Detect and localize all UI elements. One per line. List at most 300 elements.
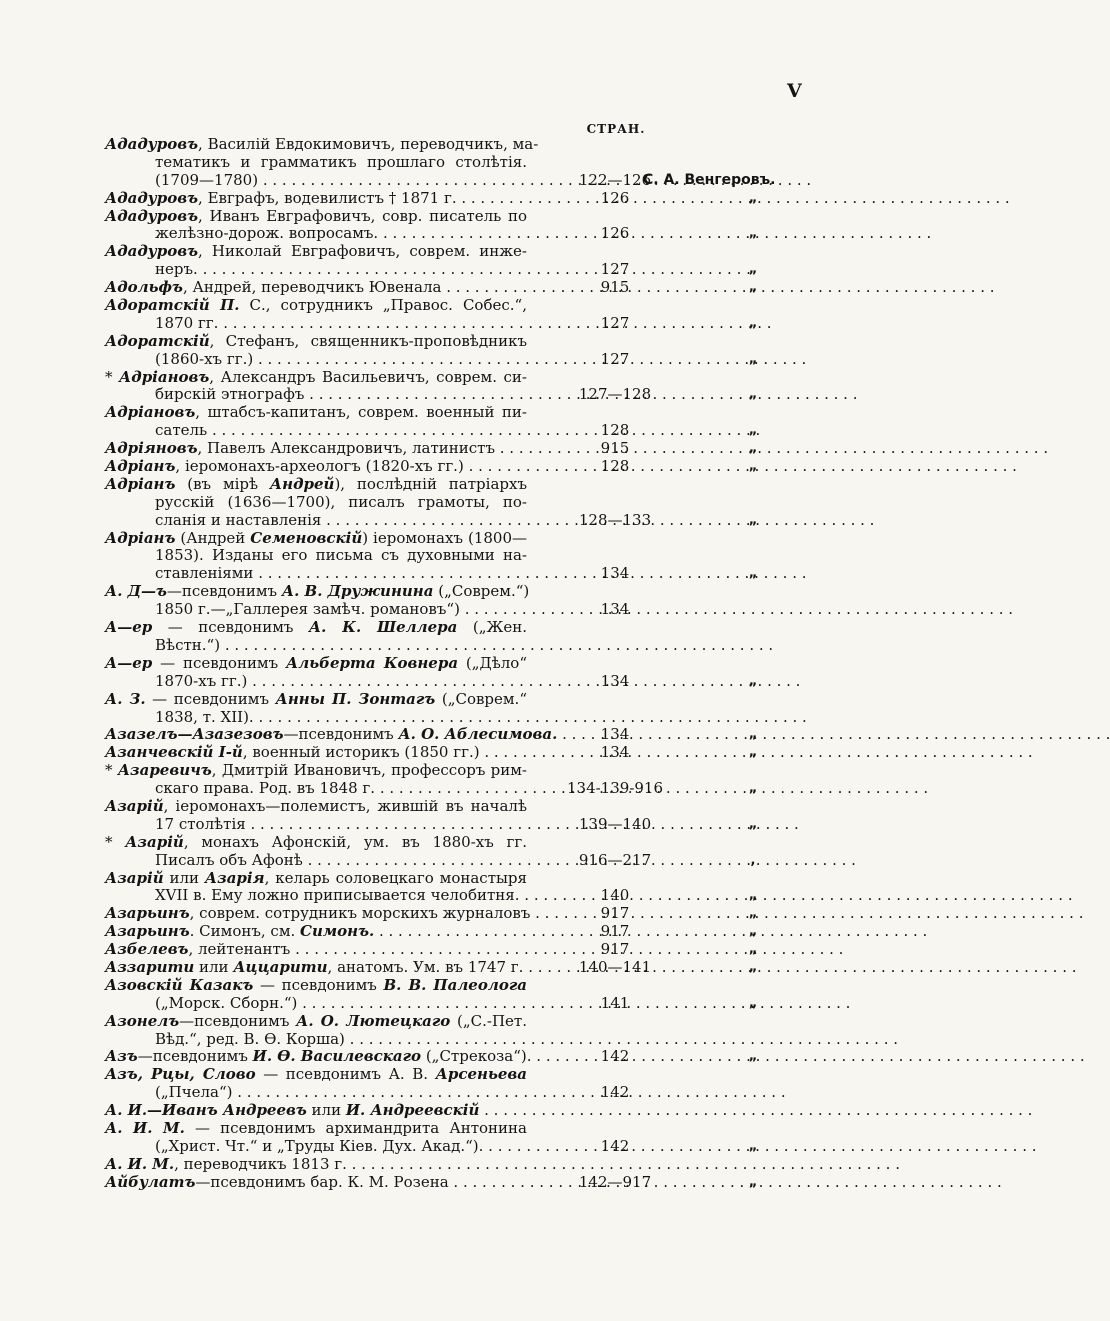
entry-text <box>105 279 527 297</box>
entry-name-italic: Адольфъ <box>105 278 183 297</box>
entry-line <box>0 530 913 548</box>
entry-text <box>105 762 527 780</box>
entry-line <box>0 726 913 744</box>
entry-text-segment: („Стрекоза“). <box>421 1047 532 1066</box>
entry-author: „ <box>748 924 758 940</box>
entry-text-segment: сланія и наставленія <box>155 510 322 529</box>
entry-text-segment: Вѣд.“, ред. В. Ѳ. Корша) <box>155 1029 345 1048</box>
entry-name-italic: Ададуровъ <box>105 206 199 225</box>
entry-text <box>155 887 527 905</box>
entry-name-italic: А—ер <box>105 618 153 637</box>
entry-pages: 140—141 <box>578 957 652 976</box>
entry-text <box>105 582 530 601</box>
entry-author: „ <box>748 942 758 958</box>
entry-name-italic: А. О. Лютецкаго <box>296 1011 451 1030</box>
index-entry <box>0 243 913 279</box>
entry-line <box>0 1120 913 1138</box>
entry-author: „ <box>748 906 758 922</box>
entry-name-italic: А. И. М. <box>105 1118 185 1137</box>
entry-pages: 128—133 <box>578 510 652 529</box>
entry-text <box>105 1174 527 1192</box>
entry-text <box>105 208 527 226</box>
index-entry <box>0 655 913 691</box>
entry-name-italic: Симонъ. <box>300 922 375 941</box>
index-entry <box>0 834 913 870</box>
index-entry <box>0 297 913 333</box>
entry-line <box>0 887 913 905</box>
entry-text-segment: , Евграфъ, водевилистъ † 1871 г. <box>198 188 457 207</box>
entry-line <box>0 243 913 261</box>
entry-pages: 141 <box>600 993 630 1012</box>
entry-line <box>0 673 913 691</box>
entry-line <box>0 709 913 727</box>
entry-text-segment: , Павелъ Александровичъ, латинистъ <box>197 439 495 458</box>
index-entry <box>0 726 913 744</box>
entry-name-italic: Ададуровъ <box>105 242 199 261</box>
entry-text <box>105 1102 527 1120</box>
entry-text <box>155 422 527 440</box>
entry-line <box>0 619 913 637</box>
index-entry <box>0 583 913 619</box>
entry-line <box>0 458 913 476</box>
entry-pages: 127 <box>600 260 630 279</box>
index-entry <box>0 458 913 476</box>
entry-text <box>105 369 527 387</box>
entry-name-italic: А—ер <box>105 653 153 672</box>
entry-text <box>155 637 527 655</box>
entry-author: „ <box>748 441 758 457</box>
entry-text-segment: — псевдонимъ <box>152 618 309 637</box>
index-entry <box>0 977 913 1013</box>
entry-name-italic: А. О. Аблесимова. <box>398 725 558 744</box>
entry-text <box>155 512 527 530</box>
entry-text-segment: , Александръ Васильевичъ, соврем. си- <box>209 367 527 386</box>
entry-text <box>105 744 527 762</box>
index-entry <box>0 369 913 405</box>
entry-line <box>0 852 913 870</box>
entry-pages: 126 <box>600 224 630 243</box>
entry-author: „ <box>748 1138 758 1154</box>
entry-author: „ <box>748 512 758 528</box>
entry-text-segment: , іеромонахъ—полемистъ, жившій въ началѣ <box>163 796 527 815</box>
pages-column-header: СТРАН. <box>586 122 646 136</box>
entry-name-italic: Адріановъ <box>119 367 210 386</box>
entry-line <box>0 333 913 351</box>
entry-name-italic: Аззарити <box>105 957 195 976</box>
entry-text <box>105 959 527 977</box>
entry-line <box>0 512 913 530</box>
entry-text <box>155 386 527 404</box>
entry-name-italic: А. И. М. <box>105 1154 175 1173</box>
index-entry <box>0 870 913 906</box>
entry-name-italic: И. Андреевскій <box>345 1101 480 1120</box>
entry-text <box>155 494 527 512</box>
entry-text <box>155 1084 527 1102</box>
entry-name-italic: Адоратскій <box>105 331 210 350</box>
entry-pages: 917 <box>600 904 630 923</box>
index-entry <box>0 762 913 798</box>
entry-author: „ <box>748 423 758 439</box>
entry-line <box>0 136 913 154</box>
entry-text <box>155 225 527 243</box>
entry-text <box>105 530 527 548</box>
entry-text <box>105 1120 527 1138</box>
index-entry <box>0 1174 913 1192</box>
entry-text-segment: (Андрей <box>175 528 251 547</box>
entry-line <box>0 655 913 673</box>
entry-name-italic: А. З. <box>105 689 146 708</box>
entry-text-segment: * <box>105 367 120 386</box>
entry-line <box>0 637 913 655</box>
entry-text-segment: , лейтенантъ <box>188 940 291 959</box>
entry-text-segment: * <box>105 832 126 851</box>
entry-text-segment: („Соврем.“) <box>433 582 530 601</box>
entry-text <box>155 852 527 870</box>
index-entries <box>0 136 913 1192</box>
entry-text <box>155 565 527 583</box>
entry-line <box>0 780 913 798</box>
entry-line <box>0 1048 913 1066</box>
index-entry <box>0 440 913 458</box>
entry-text <box>105 190 527 208</box>
entry-author: „ <box>748 727 758 743</box>
entry-text <box>105 798 527 816</box>
entry-author: „ <box>748 745 758 761</box>
entry-author: „ <box>748 226 758 242</box>
index-entry <box>0 941 913 959</box>
entry-line <box>0 744 913 762</box>
entry-text <box>155 601 527 619</box>
entry-name-italic: Ададуровъ <box>105 135 199 153</box>
entry-line <box>0 583 913 601</box>
entry-text <box>155 1138 527 1156</box>
entry-text-segment: Вѣстн.“) <box>155 635 221 654</box>
entry-text-segment: , штабсъ-капитанъ, соврем. военный пи- <box>195 403 527 422</box>
entry-text-segment: , Иванъ Евграфовичъ, совр. писатель по <box>198 206 527 225</box>
entry-text-segment: * <box>105 761 118 780</box>
entry-line <box>0 440 913 458</box>
entry-name-italic: Азарьинъ <box>105 922 190 941</box>
entry-text-segment: , анатомъ. Ум. въ 1747 г. <box>327 957 524 976</box>
entry-line <box>0 1084 913 1102</box>
entry-pages: 142 <box>600 1047 630 1066</box>
index-entry <box>0 744 913 762</box>
index-entry <box>0 691 913 727</box>
entry-text <box>105 1013 527 1031</box>
index-entry <box>0 476 913 530</box>
entry-text <box>155 172 527 190</box>
entry-author: „ <box>748 1174 758 1190</box>
entry-line <box>0 941 913 959</box>
entry-author: „ <box>748 816 758 832</box>
index-entry <box>0 530 913 584</box>
entry-name-italic: Азанчевскій I-й <box>105 743 243 762</box>
entry-author: „ <box>748 781 758 797</box>
entry-name-italic: И. Ѳ. Василевскаго <box>252 1047 422 1066</box>
entry-name-italic: Адріанъ <box>105 474 176 493</box>
entry-text-segment: или <box>163 868 205 887</box>
entry-author: „ <box>748 280 758 296</box>
entry-line <box>0 351 913 369</box>
entry-text <box>105 476 527 494</box>
entry-text-segment: 1838, т. XII). <box>155 707 254 726</box>
entry-name-italic: Семеновскій <box>250 528 363 547</box>
entry-line <box>0 798 913 816</box>
index-entry <box>0 1048 913 1066</box>
index-entry <box>0 190 913 208</box>
entry-text-segment: —псевдонимъ бар. К. М. Розена <box>195 1172 449 1191</box>
entry-author: „ <box>748 459 758 475</box>
entry-name-italic: Азарій <box>125 832 184 851</box>
entry-name-italic: Азазелъ—Азазезовъ <box>105 725 284 744</box>
entry-text-segment: сатель <box>155 421 208 440</box>
entry-text <box>105 725 558 744</box>
entry-text-segment: С., сотрудникъ „Правос. Собес.“, <box>239 296 527 315</box>
entry-author: „ <box>748 888 758 904</box>
entry-text-segment: („С.-Пет. <box>450 1011 527 1030</box>
entry-name-italic: А. Д—ъ <box>105 582 167 601</box>
index-entry <box>0 798 913 834</box>
entry-text-segment: русскій (1636—1700), писалъ грамоты, по- <box>155 492 527 511</box>
entry-text-segment: , іеромонахъ-археологъ (1820-хъ гг.) <box>175 457 464 476</box>
entry-pages: 127—128 <box>578 385 652 404</box>
index-entry <box>0 208 913 244</box>
entry-text-segment: —псевдонимъ <box>137 1047 253 1066</box>
entry-text-segment: , переводчикъ 1813 г. <box>174 1154 347 1173</box>
entry-name-italic: Альберта Ковнера <box>286 653 459 672</box>
entry-text <box>155 154 527 172</box>
entry-text-segment: неръ. <box>155 260 198 279</box>
entry-name-italic: Азарія <box>204 868 265 887</box>
entry-text <box>155 673 527 691</box>
entry-name-italic: Адріанъ <box>105 457 176 476</box>
entry-line <box>0 1102 913 1120</box>
entry-text <box>155 816 527 834</box>
page-number: V <box>787 80 802 102</box>
entry-line <box>0 1013 913 1031</box>
entry-pages: 134 <box>600 671 630 690</box>
entry-name-italic: Ададуровъ <box>105 188 199 207</box>
entry-pages: 134-139-916 <box>566 779 664 798</box>
entry-text-segment: скаго права. Род. въ 1848 г. <box>155 779 376 798</box>
entry-line <box>0 1138 913 1156</box>
entry-name-italic: А. К. Шеллера <box>308 618 458 637</box>
entry-line <box>0 297 913 315</box>
entry-text-segment: . Симонъ, см. <box>189 922 301 941</box>
entry-author: С. А. Венгеровъ. <box>643 171 776 188</box>
entry-line <box>0 315 913 333</box>
entry-line <box>0 923 913 941</box>
entry-text-segment: Писалъ объ Афонѣ <box>155 850 303 869</box>
entry-pages: 134 <box>600 564 630 583</box>
entry-text <box>105 243 527 261</box>
entry-name-italic: Азъ, Рцы, Слово <box>105 1065 256 1084</box>
entry-pages: 915 <box>600 439 630 458</box>
entry-line <box>0 547 913 565</box>
entry-text <box>105 1156 527 1174</box>
entry-name-italic: Андрей <box>269 474 335 493</box>
index-entry <box>0 1066 913 1102</box>
entry-line <box>0 1174 913 1192</box>
entry-text-segment: (1860-хъ гг.) <box>155 349 254 368</box>
entry-text <box>155 1031 527 1049</box>
entry-line <box>0 816 913 834</box>
entry-pages: 142 <box>600 1136 630 1155</box>
entry-text-segment: (1709—1780) <box>155 170 259 189</box>
entry-line <box>0 369 913 387</box>
entry-name-italic: Азонелъ <box>105 1011 180 1030</box>
index-entry <box>0 333 913 369</box>
entry-text-segment: , Стефанъ, священникъ-проповѣдникъ <box>209 331 527 350</box>
entry-pages: 142 <box>600 1083 630 1102</box>
entry-text <box>155 315 527 333</box>
entry-line <box>0 1066 913 1084</box>
entry-text <box>105 1066 527 1084</box>
entry-name-italic: В. В. Палеолога <box>383 975 527 994</box>
entry-author: „ <box>748 1049 758 1065</box>
entry-line <box>0 870 913 888</box>
entry-text <box>155 709 527 727</box>
entry-text <box>105 655 527 673</box>
entry-line <box>0 691 913 709</box>
entry-text <box>105 834 527 852</box>
index-entry <box>0 136 913 190</box>
entry-author: „ <box>748 959 758 975</box>
entry-line <box>0 261 913 279</box>
entry-name-italic: Арсеньева <box>435 1065 527 1084</box>
entry-pages: 140 <box>600 886 630 905</box>
entry-name-italic: Азарій <box>105 796 164 815</box>
entry-text-segment: ) іеромонахъ (1800— <box>362 528 527 547</box>
entry-text <box>155 995 527 1013</box>
entry-text-segment: бирскій этнографъ <box>155 385 305 404</box>
entry-text-segment: („Дѣло“ <box>458 653 528 672</box>
entry-text <box>105 923 527 941</box>
index-entry <box>0 1013 913 1049</box>
entry-pages: 127 <box>600 349 630 368</box>
entry-name-italic: А. В. Дружинина <box>281 582 434 601</box>
entry-pages: 134 <box>600 600 630 619</box>
entry-author: „ <box>748 190 758 206</box>
entry-name-italic: Азъ <box>105 1047 138 1066</box>
entry-line <box>0 1156 913 1174</box>
entry-text <box>155 780 527 798</box>
entry-line <box>0 905 913 923</box>
entry-text <box>105 977 527 995</box>
entry-text <box>105 404 527 422</box>
index-entry <box>0 279 913 297</box>
entry-text-segment: — псевдонимъ <box>253 975 384 994</box>
entry-line <box>0 601 913 619</box>
index-entry <box>0 1102 913 1120</box>
entry-text <box>155 261 527 279</box>
index-entry <box>0 1120 913 1156</box>
entry-name-italic: Адріановъ <box>105 403 196 422</box>
entry-line <box>0 995 913 1013</box>
entry-line <box>0 959 913 977</box>
entry-text-segment: , военный историкъ (1850 гг.) <box>242 743 480 762</box>
entry-author: „ <box>748 673 758 689</box>
entry-line <box>0 476 913 494</box>
entry-text-segment: или <box>306 1101 346 1120</box>
index-entry <box>0 619 913 655</box>
entry-line <box>0 404 913 422</box>
entry-text-segment: — псевдонимъ А. В. <box>255 1065 436 1084</box>
entry-text-segment: 1870 гг. <box>155 313 219 332</box>
entry-line <box>0 386 913 404</box>
entry-pages: 139—140 <box>578 814 652 833</box>
entry-line <box>0 208 913 226</box>
entry-pages: 127 <box>600 313 630 332</box>
entry-line <box>0 565 913 583</box>
entry-text <box>105 440 527 458</box>
entry-text-segment: , соврем. сотрудникъ морскихъ журналовъ <box>189 904 531 923</box>
entry-author: „ <box>748 262 758 278</box>
entry-name-italic: Анны П. Зонтагъ <box>275 689 436 708</box>
entry-text-segment: 1850 г.—„Галлерея замѣч. романовъ“) <box>155 600 460 619</box>
entry-text <box>155 351 527 369</box>
entry-name-italic: Азбелевъ <box>105 940 189 959</box>
entry-text <box>105 619 527 637</box>
entry-author: „ <box>748 351 758 367</box>
entry-text-segment: — псевдонимъ <box>145 689 276 708</box>
entry-line <box>0 279 913 297</box>
entry-text <box>105 458 527 476</box>
entry-text-segment: или <box>194 957 234 976</box>
entry-pages: 128 <box>600 421 630 440</box>
entry-line <box>0 762 913 780</box>
entry-text-segment: 17 столѣтія <box>155 814 246 833</box>
entry-line <box>0 977 913 995</box>
entry-name-italic: Азаревичъ <box>117 761 212 780</box>
entry-line <box>0 834 913 852</box>
entry-author: „ <box>748 995 758 1011</box>
entry-line <box>0 172 913 190</box>
entry-name-italic: Аццарити <box>233 957 328 976</box>
entry-line <box>0 225 913 243</box>
entry-text-segment: , Василій Евдокимовичъ, переводчикъ, ма- <box>198 135 539 153</box>
entry-text-segment: тематикъ и грамматикъ прошлаго столѣтія. <box>155 152 527 171</box>
entry-text-segment: („Морск. Сборн.“) <box>155 993 298 1012</box>
entry-author: „ <box>748 315 758 331</box>
index-entry <box>0 923 913 941</box>
entry-text-segment: 1870-хъ гг.) <box>155 671 248 690</box>
entry-name-italic: Азовскій Казакъ <box>105 975 254 994</box>
entry-text-segment: („Христ. Чт.“ и „Труды Кіев. Дух. Акад.“). <box>155 1136 484 1155</box>
index-entry <box>0 905 913 923</box>
entry-name-italic: Азарьинъ <box>105 904 190 923</box>
entry-text <box>105 135 539 154</box>
entry-pages: 916—217 <box>578 850 652 869</box>
entry-text <box>105 691 527 709</box>
entry-text-segment: , монахъ Афонскій, ум. въ 1880-хъ гг. <box>183 832 527 851</box>
entry-pages: 915 <box>600 278 630 297</box>
entry-pages: 142—917 <box>578 1172 652 1191</box>
entry-text <box>105 297 527 315</box>
entry-name-italic: Азарій <box>105 868 164 887</box>
entry-text <box>105 870 527 888</box>
entry-text <box>105 904 531 923</box>
entry-text-segment: (въ мірѣ <box>175 474 270 493</box>
entry-name-italic: А. И.—Иванъ Андреевъ <box>105 1101 307 1120</box>
entry-author: „ <box>748 387 758 403</box>
entry-author: „ <box>748 566 758 582</box>
entry-text-segment: — псевдонимъ <box>152 653 287 672</box>
entry-text <box>105 333 527 351</box>
entry-pages: 917 <box>600 922 630 941</box>
entry-name-italic: Айбулатъ <box>105 1172 196 1191</box>
entry-text-segment: , Андрей, переводчикъ Ювенала <box>182 278 442 297</box>
